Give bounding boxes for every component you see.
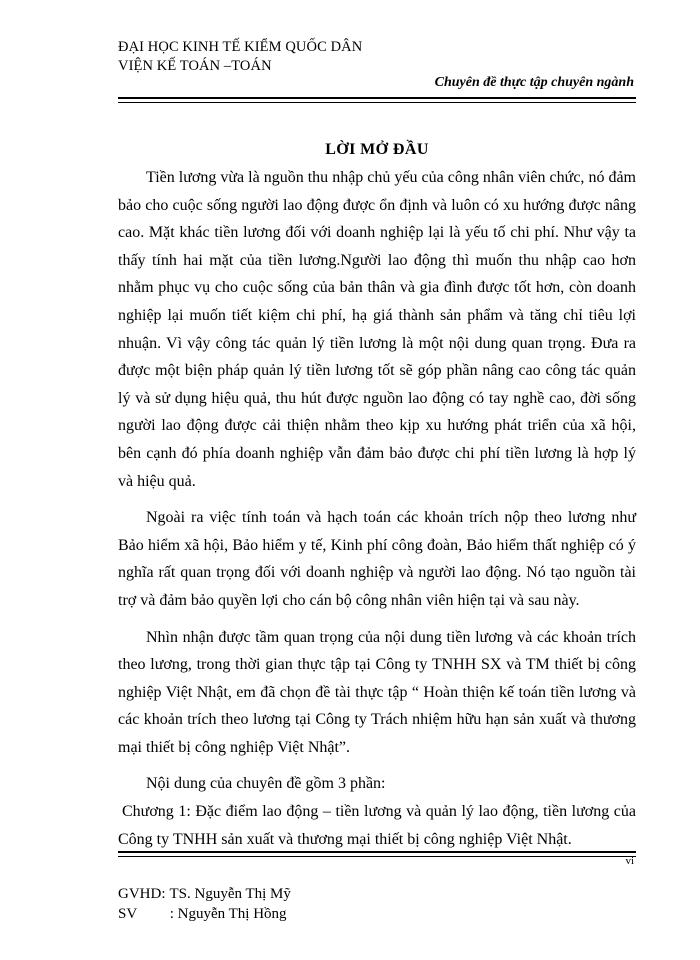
document-body	[118, 164, 636, 853]
chapter-1-text: Chương 1: Đặc điểm lao động – tiền lương và quản lý lao động, tiền lương của Công ty TNHH sản xuất và thương mại thiết bị công nghiệp Việt Nhật.	[118, 803, 636, 848]
page-number: vi	[625, 855, 634, 867]
supervisor-row	[118, 884, 291, 904]
paragraph-3: Nhìn nhận được tầm quan trọng của nội dung tiền lương và các khoản trích theo lương, trong thời gian thực tập tại Công ty TNHH SX và TM thiết bị công nghiệp Việt Nhật, em đã chọn đề tài thực tập “ Hoàn thiện kế toán tiền lương và các khoản trích theo lương tại Công ty Trách nhiệm hữu hạn sản xuất và thương mại thiết bị công nghiệp Việt Nhật”.	[118, 628, 636, 756]
student-row	[118, 904, 291, 924]
supervisor-name: TS. Nguyễn Thị Mỹ	[169, 886, 291, 902]
header-left	[118, 38, 362, 76]
student-name: : Nguyễn Thị Hồng	[169, 906, 287, 922]
paragraph-1: Tiền lương vừa là nguồn thu nhập chủ yếu của công nhân viên chức, nó đảm bảo cho cuộc sống người lao động được ổn định và luôn có xu hướng được nâng cao. Mặt khác tiền lương đối với doanh nghiệp lại là yếu tố chi phí. Như vậy ta thấy tính hai mặt của tiền lương.Người lao động thì muốn thu nhập cao hơn nhằm phục vụ cho cuộc sống của bản thân và gia đình được tốt hơn, còn doanh nghiệp lại muốn tiết kiệm chi phí, hạ giá thành sản phẩm và tăng chỉ tiêu lợi nhuận. Vì vậy công tác quản lý tiền lương là một nội dung quan trọng. Đưa ra được một biện pháp quản lý tiền lương tốt sẽ góp phần nâng cao công tác quản lý và sử dụng hiệu quả, thu hút được nguồn lao động có tay nghề cao, đời sống người lao động được cải thiện nhằm theo kịp xu hướng phát triển của xã hội, bên cạnh đó phía doanh nghiệp vẫn đảm bảo được chi phí tiền lương là hợp lý và hiệu quả.	[118, 169, 636, 490]
paragraph-2: Ngoài ra việc tính toán và hạch toán các khoản trích nộp theo lương như Bảo hiểm xã hội, Bảo hiểm y tế, Kinh phí công đoàn, Bảo hiểm thất nghiệp có ý nghĩa rất quan trọng đối với doanh nghiệp và người lao động. Nó tạo nguồn tài trợ và đảm bảo quyền lợi cho cán bộ công nhân viên hiện tại và sau này.	[118, 509, 636, 609]
header-divider	[118, 97, 636, 103]
supervisor-label: GVHD:	[118, 886, 166, 902]
student-label: SV	[118, 906, 138, 922]
page-title: LỜI MỞ ĐẦU	[325, 141, 429, 158]
institute-name: VIỆN KẾ TOÁN –TOÁN	[118, 58, 272, 74]
footer-divider	[118, 851, 636, 857]
paragraph-4: Nội dung của chuyên đề gồm 3 phần:	[146, 775, 386, 793]
university-name: ĐẠI HỌC KINH TẾ KIỂM QUỐC DÂN	[118, 39, 363, 55]
footer	[118, 884, 291, 924]
report-type: Chuyên đề thực tập chuyên ngành	[434, 75, 634, 90]
